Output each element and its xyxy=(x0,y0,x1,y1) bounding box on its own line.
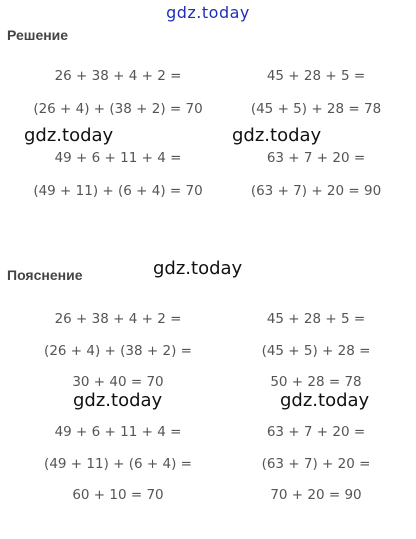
solution-right-line-3: 63 + 7 + 20 = xyxy=(266,150,366,166)
explanation-right-line-3: 50 + 28 = 78 xyxy=(270,374,362,390)
watermark: gdz.today xyxy=(280,390,370,411)
watermark: gdz.today xyxy=(24,125,114,146)
solution-heading: Решение xyxy=(7,27,69,43)
watermark: gdz.today xyxy=(153,258,243,279)
explanation-right-line-4: 63 + 7 + 20 = xyxy=(266,424,366,440)
explanation-right-line-2: (45 + 5) + 28 = xyxy=(261,343,371,359)
explanation-left-line-6: 60 + 10 = 70 xyxy=(72,487,164,503)
solution-right-line-2: (45 + 5) + 28 = 78 xyxy=(250,101,382,117)
solution-left-line-3: 49 + 6 + 11 + 4 = xyxy=(54,150,182,166)
watermark: gdz.today xyxy=(73,390,163,411)
explanation-left-line-2: (26 + 4) + (38 + 2) = xyxy=(44,343,192,359)
solution-right-line-1: 45 + 28 + 5 = xyxy=(266,68,366,84)
solution-left-line-2: (26 + 4) + (38 + 2) = 70 xyxy=(33,101,203,117)
explanation-left-line-4: 49 + 6 + 11 + 4 = xyxy=(54,424,182,440)
explanation-left-line-1: 26 + 38 + 4 + 2 = xyxy=(54,311,182,327)
site-label: gdz.today xyxy=(166,3,250,22)
explanation-heading: Пояснение xyxy=(7,267,83,283)
solution-left-line-1: 26 + 38 + 4 + 2 = xyxy=(54,68,182,84)
explanation-left-line-3: 30 + 40 = 70 xyxy=(72,374,164,390)
solution-right-line-4: (63 + 7) + 20 = 90 xyxy=(250,183,382,199)
explanation-right-line-6: 70 + 20 = 90 xyxy=(270,487,362,503)
explanation-left-line-5: (49 + 11) + (6 + 4) = xyxy=(44,456,192,472)
solution-left-line-4: (49 + 11) + (6 + 4) = 70 xyxy=(33,183,203,199)
explanation-right-line-5: (63 + 7) + 20 = xyxy=(261,456,371,472)
explanation-right-line-1: 45 + 28 + 5 = xyxy=(266,311,366,327)
watermark: gdz.today xyxy=(232,125,322,146)
